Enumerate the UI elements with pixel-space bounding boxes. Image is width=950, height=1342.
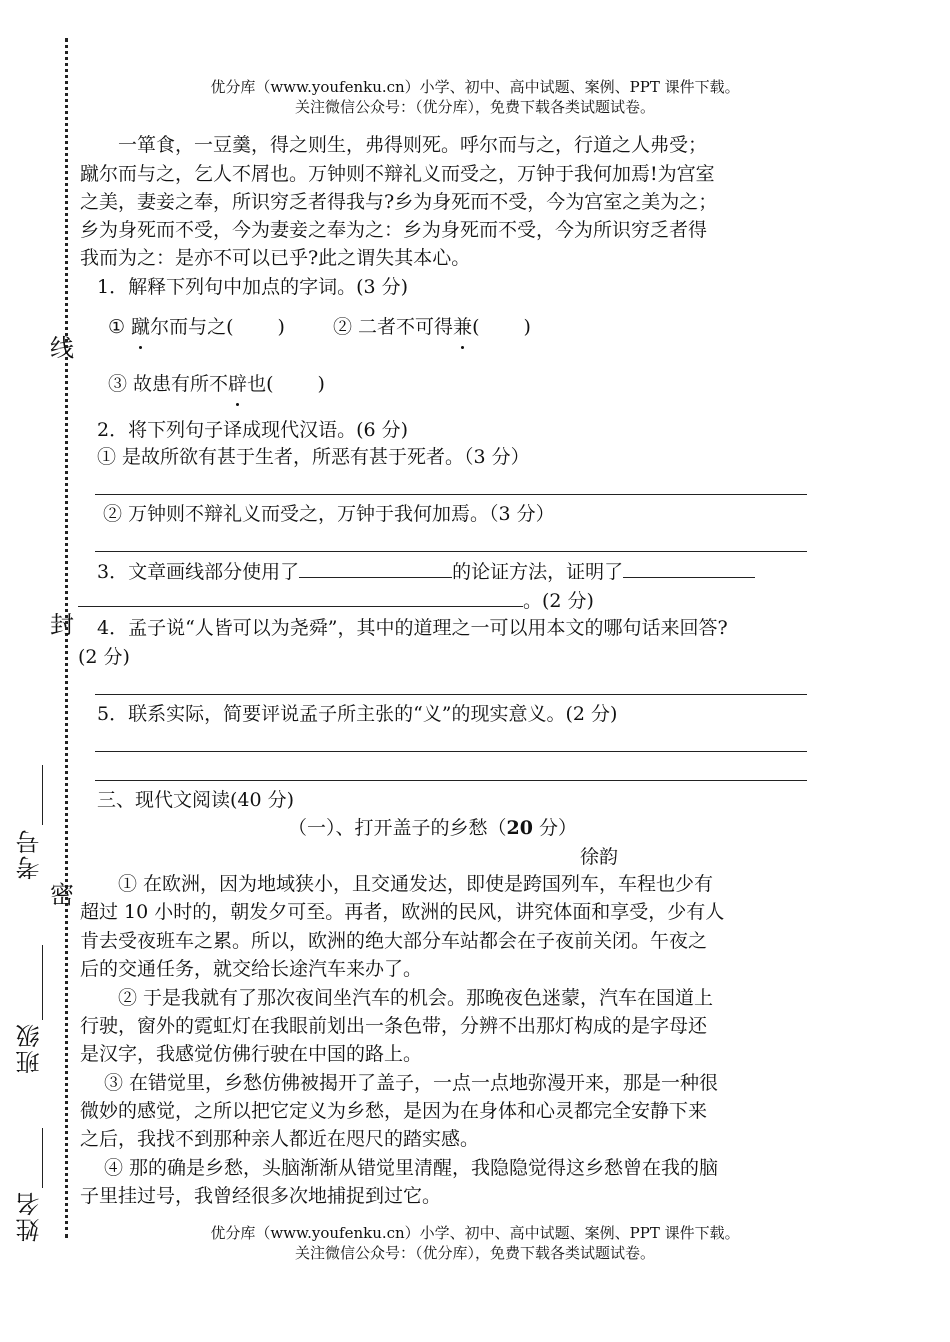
question-2-item-a: ① 是故所欲有甚于生者，所恶有甚于死者。（3 分） <box>97 446 530 468</box>
answer-line[interactable] <box>95 751 807 752</box>
answer-line[interactable] <box>95 780 807 781</box>
article-line: ③ 在错觉里，乡愁仿佛被揭开了盖子，一点一点地弥漫开来，那是一种很 <box>104 1072 719 1094</box>
article-line: 肯去受夜班车之累。所以，欧洲的绝大部分车站都会在子夜前关闭。午夜之 <box>80 930 708 952</box>
article-line: 微妙的感觉，之所以把它定义为乡愁，是因为在身体和心灵都完全安静下来 <box>80 1100 708 1122</box>
answer-line[interactable] <box>95 551 807 552</box>
question-4-line-2: (2 分) <box>78 646 130 668</box>
emphasis-dot-char: 蹴 <box>131 313 150 341</box>
passage-line: 一箪食，一豆羹，得之则生，弗得则死。呼尔而与之，行道之人弗受； <box>118 134 708 156</box>
passage-line: 蹴尔而与之，乞人不屑也。万钟则不辩礼义而受之，万钟于我何加焉!为宫室 <box>80 163 715 185</box>
question-3-cont: 。(2 分) <box>78 586 594 615</box>
answer-blank[interactable] <box>78 586 523 607</box>
passage-line: 我而为之：是亦不可以已乎?此之谓失其本心。 <box>80 247 471 269</box>
question-1-item-a: ① 蹴尔而与之( ) <box>108 313 285 341</box>
class-blank[interactable] <box>42 945 43 1020</box>
article-author: 徐韵 <box>580 846 619 868</box>
footer-line-2: 关注微信公众号：（优分库），免费下载各类试题试卷。 <box>294 1244 655 1262</box>
question-5-title: 5．联系实际，简要评说孟子所主张的“义”的现实意义。(2 分) <box>97 703 618 725</box>
name-blank[interactable] <box>42 1128 43 1188</box>
article-line: ④ 那的确是乡愁，头脑渐渐从错觉里清醒，我隐隐觉得这乡愁曾在我的脑 <box>104 1157 719 1179</box>
footer-line-1: 优分库（www.youfenku.cn）小学、初中、高中试题、案例、PPT 课件下载。 <box>210 1224 740 1242</box>
question-1-title: 1．解释下列句中加点的字词。(3 分) <box>97 276 409 298</box>
section-3-title: 三、现代文阅读(40 分) <box>97 789 295 811</box>
exam-number-label: 考号 <box>16 828 44 880</box>
emphasis-dot-char: 兼 <box>453 313 472 341</box>
binding-label-mi: 密 <box>50 881 74 909</box>
question-3: 3．文章画线部分使用了 的论证方法，证明了 <box>97 557 755 586</box>
article-line: ② 于是我就有了那次夜间坐汽车的机会。那晚夜色迷蒙，汽车在国道上 <box>118 987 714 1009</box>
article-line: 行驶，窗外的霓虹灯在我眼前划出一条色带，分辨不出那灯构成的是字母还 <box>80 1015 708 1037</box>
emphasis-dot-char: 辟 <box>228 370 247 398</box>
class-label: 班级 <box>16 1022 44 1074</box>
article-line: ① 在欧洲，因为地域狭小，且交通发达，即使是跨国列车，车程也少有 <box>118 873 714 895</box>
binding-label-feng: 封 <box>50 611 74 639</box>
article-line: 是汉字，我感觉仿佛行驶在中国的路上。 <box>80 1043 423 1065</box>
exam-number-blank[interactable] <box>42 765 43 825</box>
header-line-1: 优分库（www.youfenku.cn）小学、初中、高中试题、案例、PPT 课件下载。 <box>210 78 740 96</box>
article-line: 之后，我找不到那种亲人都近在咫尺的踏实感。 <box>80 1128 480 1150</box>
article-line: 后的交通任务，就交给长途汽车来办了。 <box>80 958 423 980</box>
question-1-item-b: ② 二者不可得兼( ) <box>333 313 531 341</box>
passage-line: 乡为身死而不受，今为妻妾之奉为之：乡为身死而不受，今为所识穷乏者得 <box>80 219 708 241</box>
question-1-item-c: ③ 故患有所不辟也( ) <box>108 370 325 398</box>
passage-line: 之美，妻妾之奉，所识穷乏者得我与?乡为身死而不受，今为宫室之美为之； <box>80 191 718 213</box>
answer-line[interactable] <box>95 494 807 495</box>
binding-label-xian: 线 <box>50 334 74 362</box>
article-line: 超过 10 小时的，朝发夕可至。再者，欧洲的民风，讲究体面和享受，少有人 <box>80 901 725 923</box>
question-4-line-1: 4．孟子说“人皆可以为尧舜”，其中的道理之一可以用本文的哪句话来回答? <box>97 617 728 639</box>
question-2-item-b: ② 万钟则不辩礼义而受之，万钟于我何加焉。（3 分） <box>103 503 555 525</box>
question-2-title: 2．将下列句子译成现代汉语。(6 分) <box>97 419 409 441</box>
answer-blank[interactable] <box>623 557 755 578</box>
article-line: 子里挂过号，我曾经很多次地捕捉到过它。 <box>80 1185 442 1207</box>
section-3-subtitle: （一）、打开盖子的乡愁（20 分） <box>288 817 578 839</box>
answer-blank[interactable] <box>299 557 452 578</box>
name-label: 姓名 <box>16 1190 44 1242</box>
answer-line[interactable] <box>95 694 807 695</box>
header-line-2: 关注微信公众号：（优分库），免费下载各类试题试卷。 <box>294 98 655 116</box>
